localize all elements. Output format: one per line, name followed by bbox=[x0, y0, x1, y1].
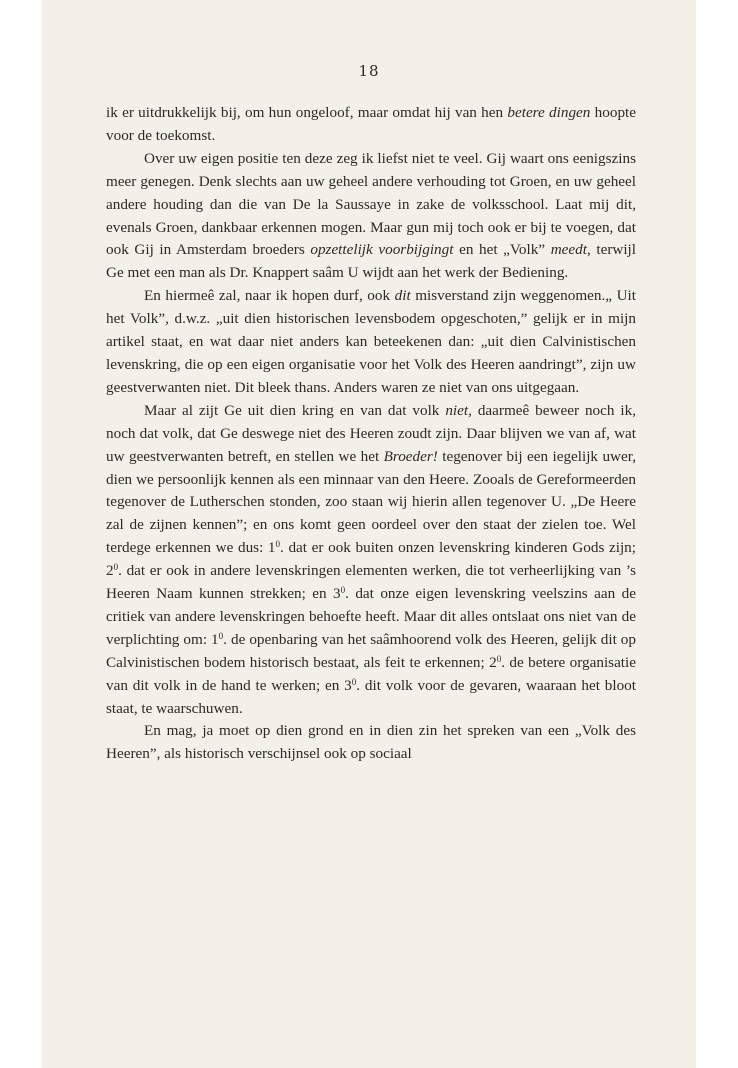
text-run: Maar al zijt Ge uit dien kring en van dat volk bbox=[144, 401, 446, 419]
ordinal-superscript: 0 bbox=[496, 653, 502, 664]
text-run: hoopte voor de toekomst. bbox=[106, 104, 637, 144]
text-run: tegenover bij een iegelijk uwer, dien we persoonlijk kennen als een minnaar van den Heere. Zooals de Gereformeerden tegenover de Lutherschen stonden, zoo staan wij hierin allen tegenover U. „De Heere zal de zijnen kennen”; en ons komt geen oordeel over den staat der zielen toe. Wel terdege erkennen we dus: 1 bbox=[106, 447, 636, 557]
ordinal-superscript: 0 bbox=[218, 630, 224, 641]
italic-phrase: niet bbox=[445, 401, 469, 419]
italic-phrase: dit bbox=[394, 287, 411, 305]
text-run: En mag, ja moet op dien grond en in dien zin het spreken van een „Volk des Heeren”, als historisch verschijnsel ook op sociaal bbox=[106, 722, 636, 763]
text-run: , terwijl Ge met een man als Dr. Knappert saâm U wijdt aan het werk der Bediening. bbox=[106, 241, 636, 282]
text-run: misverstand zijn weggenomen.„ Uit het Volk”, d.w.z. „uit dien historischen levensbodem opgeschoten,” gelijk er in mijn artikel staat, en wat daar niet anders kan beteekenen dan: „uit dien Calvinistischen levenskring, die op een eigen organisatie voor het Volk des Heeren aandringt”, zijn uw geestverwanten niet. Dit bleek thans. Anders waren ze niet van ons uitgegaan. bbox=[106, 287, 636, 396]
italic-phrase: meedt bbox=[550, 241, 587, 259]
italic-phrase: opzettelijk voorbijgingt bbox=[310, 241, 454, 259]
ordinal-superscript: 0 bbox=[340, 585, 346, 596]
page-number: 18 bbox=[358, 62, 380, 80]
ordinal-superscript: 0 bbox=[351, 676, 357, 687]
ordinal-superscript: 0 bbox=[113, 562, 119, 573]
text-run: . dit volk voor de gevaren, waaraan het bloot staat, te waarschuwen. bbox=[106, 676, 636, 717]
body-text bbox=[106, 102, 636, 766]
text-run: . dat er ook buiten onzen levenskring kinderen Gods zijn; 2 bbox=[106, 539, 636, 580]
paragraph-4 bbox=[106, 400, 636, 721]
text-run: . dat onze eigen levenskring veelszins aan de critiek van andere levenskringen behoefte heeft. Maar dit alles ontslaat ons niet van de verplichting om: 1 bbox=[106, 585, 636, 648]
text-run: ik er uitdrukkelijk bij, om hun ongeloof, maar omdat hij van hen bbox=[106, 104, 508, 121]
paragraph-1 bbox=[106, 102, 636, 148]
text-run: . de openbaring van het saâmhoorend volk des Heeren, gelijk dit op Calvinistischen bodem historisch bestaat, als feit te erkennen; 2 bbox=[106, 630, 636, 671]
paragraph-3 bbox=[106, 285, 636, 400]
ordinal-superscript: 0 bbox=[275, 539, 281, 550]
paragraph-5 bbox=[106, 720, 636, 766]
italic-phrase: betere dingen bbox=[507, 104, 591, 121]
text-run: . dat er ook in andere levenskringen elementen werken, die tot verheerlijking van ’s Heeren Naam kunnen strekken; en 3 bbox=[106, 562, 636, 603]
text-run: en het „Volk” bbox=[453, 241, 551, 259]
text-run: En hiermeê zal, naar ik hopen durf, ook bbox=[144, 287, 395, 305]
text-run: , daarmeê beweer noch ik, noch dat volk, dat Ge deswege niet des Heeren zoudt zijn. Daar blijven we van af, wat uw geestverwanten betreft, en stellen we het bbox=[106, 401, 637, 465]
paragraph-2 bbox=[106, 148, 636, 285]
text-run: . de betere organisatie van dit volk in de hand te werken; en 3 bbox=[106, 653, 636, 694]
text-run: Over uw eigen positie ten deze zeg ik liefst niet te veel. Gij waart ons eenigszins meer genegen. Denk slechts aan uw geheel andere verhouding tot Groen, en uw geheel andere houding dan die van De la Saussaye in zake de volksschool. Laat mij dit, evenals Groen, dankbaar erkennen mogen. Maar gun mij toch ook er bij te voegen, dat ook Gij in Amsterdam broeders bbox=[106, 149, 636, 259]
book-page bbox=[42, 0, 696, 1068]
italic-phrase: Broeder! bbox=[383, 447, 438, 465]
